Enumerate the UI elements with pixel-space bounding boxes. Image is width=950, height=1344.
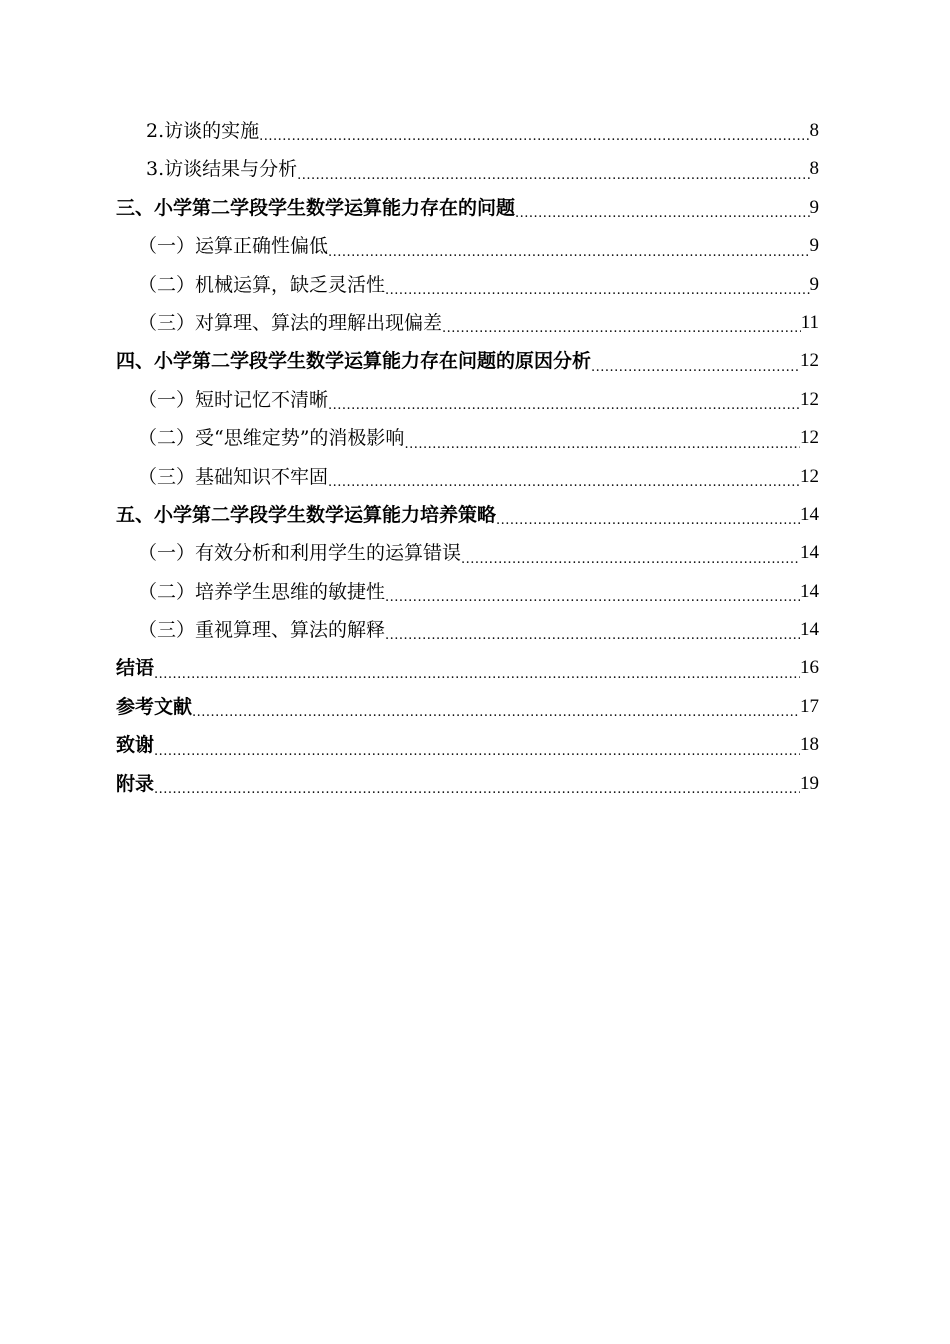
toc-entry-chapter-5[interactable] — [116, 496, 819, 534]
toc-entry-page: 12 — [800, 427, 819, 449]
toc-dot-leader — [154, 649, 800, 687]
toc-entry-title: 结语 — [116, 657, 155, 680]
toc-entry-page: 9 — [809, 273, 819, 295]
toc-entry-page: 8 — [809, 158, 819, 180]
toc-entry-5-1[interactable] — [116, 534, 819, 572]
toc-entry-page: 9 — [809, 235, 819, 257]
toc-entry-conclusion[interactable] — [116, 649, 819, 687]
toc-entry-page: 8 — [809, 119, 819, 141]
toc-entry-page: 12 — [800, 465, 819, 487]
toc-entry-interview-results[interactable] — [116, 150, 819, 188]
toc-dot-leader — [328, 227, 809, 265]
toc-entry-title: 参考文献 — [116, 695, 193, 718]
toc-entry-page: 14 — [800, 580, 819, 602]
toc-entry-page: 16 — [800, 657, 819, 679]
toc-entry-chapter-3[interactable] — [116, 189, 819, 227]
toc-entry-page: 14 — [800, 619, 819, 641]
toc-entry-3-3[interactable] — [116, 304, 819, 342]
toc-entry-page: 18 — [800, 734, 819, 756]
toc-entry-appendix[interactable] — [116, 765, 819, 803]
toc-dot-leader — [496, 496, 800, 534]
toc-dot-leader — [154, 765, 800, 803]
toc-dot-leader — [385, 266, 809, 304]
toc-entry-title: 3.访谈结果与分析 — [146, 158, 298, 181]
toc-entry-title: （三）基础知识不牢固 — [138, 465, 329, 488]
toc-entry-page: 12 — [800, 350, 819, 372]
toc-entry-chapter-4[interactable] — [116, 342, 819, 380]
toc-entry-page: 12 — [800, 388, 819, 410]
toc-entry-title: 附录 — [116, 772, 155, 795]
toc-entry-page: 17 — [800, 695, 819, 717]
toc-entry-page: 14 — [800, 503, 819, 525]
toc-entry-title: （一）有效分析和利用学生的运算错误 — [138, 542, 462, 565]
toc-entry-page: 11 — [800, 311, 819, 333]
toc-entry-acknowledgements[interactable] — [116, 726, 819, 764]
toc-dot-leader — [259, 112, 809, 150]
toc-entry-title: （三）对算理、算法的理解出现偏差 — [138, 311, 443, 334]
toc-entry-title: 2.访谈的实施 — [146, 119, 260, 142]
toc-entry-page: 19 — [800, 772, 819, 794]
toc-dot-leader — [328, 458, 800, 496]
toc-entry-5-3[interactable] — [116, 611, 819, 649]
toc-entry-4-2[interactable] — [116, 419, 819, 457]
toc-dot-leader — [328, 381, 800, 419]
toc-dot-leader — [154, 726, 800, 764]
toc-entry-4-1[interactable] — [116, 381, 819, 419]
table-of-contents — [116, 112, 819, 803]
toc-entry-title: （二）受“思维定势”的消极影响 — [138, 427, 405, 450]
toc-dot-leader — [192, 688, 800, 726]
toc-entry-title: （一）短时记忆不清晰 — [138, 388, 329, 411]
toc-entry-title: 四、小学第二学段学生数学运算能力存在问题的原因分析 — [116, 350, 592, 373]
toc-dot-leader — [461, 534, 800, 572]
toc-entry-3-2[interactable] — [116, 266, 819, 304]
toc-entry-title: （二）机械运算，缺乏灵活性 — [138, 273, 386, 296]
toc-entry-title: 致谢 — [116, 734, 155, 757]
toc-dot-leader — [385, 573, 800, 611]
toc-dot-leader — [297, 150, 809, 188]
toc-entry-5-2[interactable] — [116, 573, 819, 611]
toc-entry-page: 14 — [800, 542, 819, 564]
toc-dot-leader — [591, 342, 800, 380]
toc-dot-leader — [442, 304, 801, 342]
toc-entry-page: 9 — [809, 196, 819, 218]
toc-entry-title: 三、小学第二学段学生数学运算能力存在的问题 — [116, 196, 516, 219]
toc-dot-leader — [515, 189, 809, 227]
toc-entry-title: （二）培养学生思维的敏捷性 — [138, 580, 386, 603]
toc-entry-title: 五、小学第二学段学生数学运算能力培养策略 — [116, 503, 497, 526]
toc-entry-title: （三）重视算理、算法的解释 — [138, 619, 386, 642]
toc-entry-references[interactable] — [116, 688, 819, 726]
toc-entry-4-3[interactable] — [116, 458, 819, 496]
toc-entry-3-1[interactable] — [116, 227, 819, 265]
toc-entry-title: （一）运算正确性偏低 — [138, 235, 329, 258]
toc-dot-leader — [385, 611, 800, 649]
toc-entry-interview-implementation[interactable] — [116, 112, 819, 150]
toc-dot-leader — [404, 419, 800, 457]
